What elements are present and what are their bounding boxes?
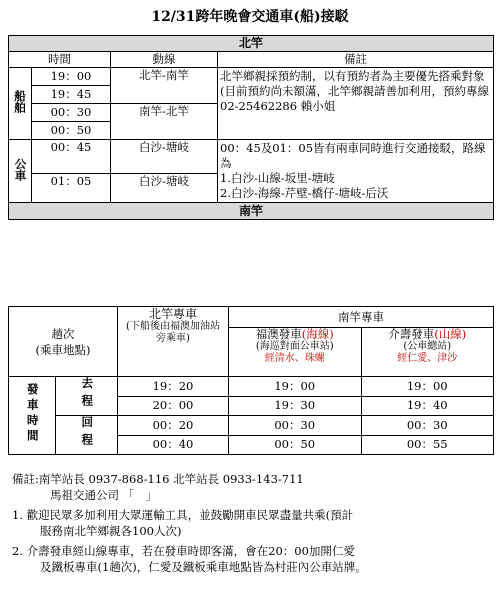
trip-sub: (乘車地點) <box>35 342 91 357</box>
back-2-fuao: 00：50 <box>229 435 362 455</box>
boat-time-1: 19：00 <box>32 68 111 86</box>
jieshou-title <box>362 328 494 341</box>
bx-sub: (下船後由福澳加油站旁乘車) <box>126 321 220 344</box>
north-schedule-table <box>8 35 494 220</box>
bus-time-2: 01：05 <box>32 173 111 202</box>
back-2-bx: 00：40 <box>118 435 229 455</box>
header-time: 時間 <box>9 52 111 68</box>
bus-note-line-1: 00：45及01：05皆有兩車同時進行交通接駁，路線為 <box>220 141 486 170</box>
boat-route-1: 北竿-南竿 <box>111 68 218 104</box>
notes <box>12 471 492 575</box>
bus-note <box>218 140 494 203</box>
bus-route-2: 白沙-塘岐 <box>111 173 218 202</box>
boat-time-3: 00：30 <box>32 104 111 122</box>
bus-label <box>9 140 32 203</box>
notes-item1b: 服務南北竿鄉親各100人次) <box>40 524 182 538</box>
header-route: 動線 <box>111 52 218 68</box>
back-1-jieshou: 00：30 <box>361 416 494 436</box>
boat-route-2: 南竿-北竿 <box>111 104 218 140</box>
bus-time-1: 00：45 <box>32 140 111 174</box>
boat-label-text: 船舶 <box>13 89 27 113</box>
boat-label <box>9 68 32 140</box>
bus-route-1: 白沙-塘岐 <box>111 140 218 174</box>
south-banner: 南竿 <box>9 203 494 220</box>
boat-note: 北竿鄉親採預約制，以有預約者為主要優先搭乘對象(目前預約尚未額滿，北竿鄉親請善加利用，預約專線 02-25462286 賴小姐 <box>218 68 494 140</box>
go-2-jieshou: 19：40 <box>361 396 494 416</box>
bus-note-line-2: 1.白沙-山線-坂里-塘岐 <box>220 171 335 185</box>
go-cell <box>56 377 118 416</box>
fuao-line: (海線) <box>301 327 334 341</box>
row-group-label: 發車時間 <box>25 383 40 445</box>
go-label: 去程 <box>80 377 95 412</box>
bus-label-text: 公車 <box>13 158 28 181</box>
bx-header: 北竿專車 <box>148 307 197 321</box>
fuao-cell <box>229 328 362 377</box>
page-title: 12/31跨年晚會交通車(船)接駁 <box>151 9 349 25</box>
go-1-bx: 19：20 <box>118 377 229 397</box>
jieshou-cell <box>361 328 494 377</box>
back-1-fuao: 00：30 <box>229 416 362 436</box>
fuao-sub: (海巡對面公車站) <box>255 341 334 352</box>
jieshou-sub: (公車總站) <box>403 341 452 352</box>
fuao-via: 經清水、珠螺 <box>264 353 325 364</box>
notes-item2b: 及鐵板專車(1趟次)，仁愛及鐵板乘車地點皆為村莊內公車站牌。 <box>40 560 367 574</box>
go-1-jieshou: 19：00 <box>361 377 494 397</box>
jieshou-line: (山線) <box>434 327 467 341</box>
north-banner: 北竿 <box>9 36 494 52</box>
bus-note-line-3: 2.白沙-海線-芹壁-橋仔-塘岐-后沃 <box>220 186 389 200</box>
back-2-jieshou: 00：55 <box>361 435 494 455</box>
notes-company: 馬祖交通公司 「 」 <box>50 488 158 502</box>
trip-header: 趟次 <box>51 326 75 341</box>
back-cell <box>56 416 118 455</box>
go-1-fuao: 19：00 <box>229 377 362 397</box>
bx-header-cell <box>118 307 229 377</box>
notes-remark: 備註:南竿站長 0937-868-116 北竿站長 0933-143-711 <box>12 472 304 486</box>
row-group-cell <box>9 377 56 455</box>
go-2-bx: 20：00 <box>118 396 229 416</box>
ng-header: 南竿專車 <box>229 307 494 328</box>
notes-item1a: 1. 歡迎民眾多加利用大眾運輸工具，並鼓勵開車民眾盡量共乘(預計 <box>12 508 354 522</box>
notes-item2a: 2. 介壽發車經山線專車，若在發車時即客滿，會在20：00加開仁愛 <box>12 544 355 558</box>
trip-header-cell <box>9 307 118 377</box>
fuao-title <box>229 328 361 341</box>
boat-time-4: 00：50 <box>32 122 111 140</box>
back-label: 回程 <box>80 416 95 451</box>
south-schedule-table <box>8 306 494 455</box>
fuao-name: 福澳發車 <box>255 327 302 341</box>
go-2-fuao: 19：30 <box>229 396 362 416</box>
header-note: 備註 <box>218 52 494 68</box>
jieshou-via: 經仁愛、津沙 <box>397 353 458 364</box>
boat-time-2: 19：45 <box>32 86 111 104</box>
back-1-bx: 00：20 <box>118 416 229 436</box>
jieshou-name: 介壽發車 <box>388 327 435 341</box>
